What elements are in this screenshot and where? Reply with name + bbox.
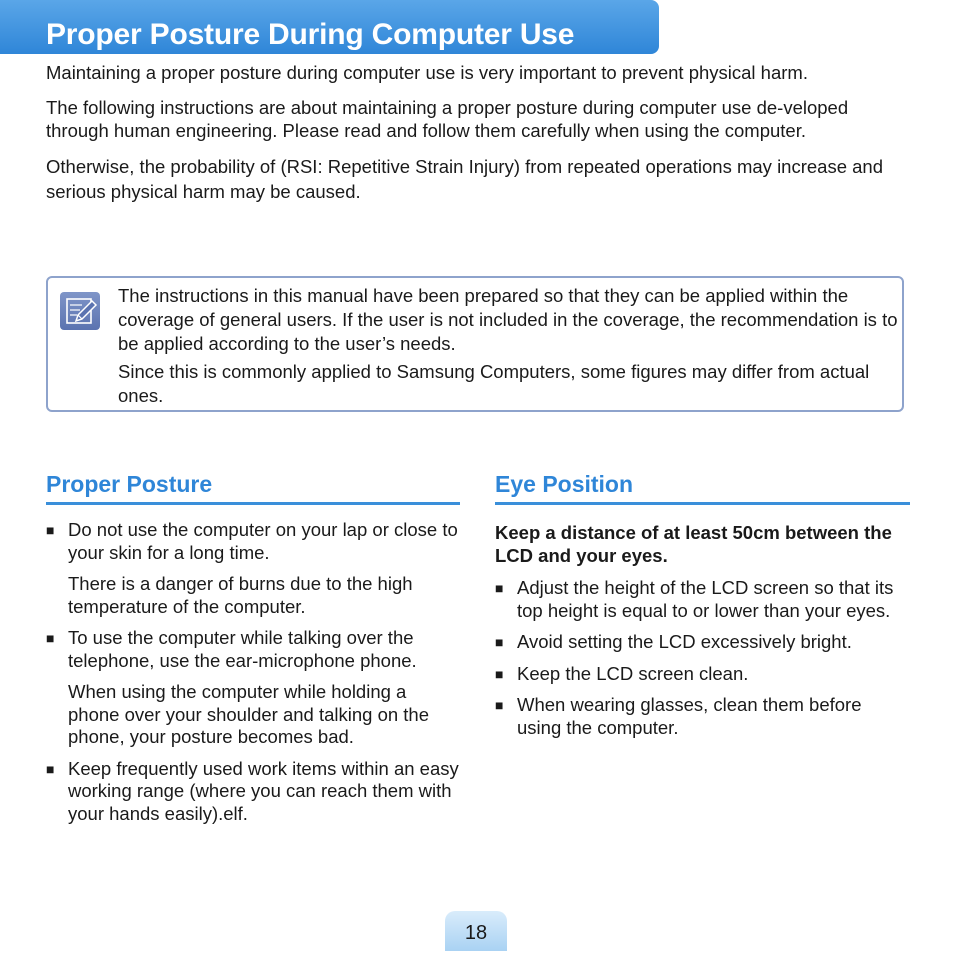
page-title: Proper Posture During Computer Use [46,18,575,51]
note-box [46,276,904,412]
bullet-icon: ■ [46,522,55,538]
eye-position-list [495,577,910,739]
memo-pencil-icon [60,292,100,330]
eye-position-subheading: Keep a distance of at least 50cm between the LCD and your eyes. [495,522,892,566]
page-number: 18 [445,911,507,951]
intro-paragraph-1: Maintaining a proper posture during computer use is very important to prevent physical harm. [46,62,808,83]
eye-position-heading: Eye Position [495,468,910,505]
list-item [495,694,910,739]
note-text [118,284,898,412]
bullet-icon: ■ [495,580,504,596]
list-item [495,663,910,686]
bullet-icon: ■ [495,697,504,713]
list-item-subtext: There is a danger of burns due to the high temperature of the computer. [68,573,413,617]
list-item [495,577,910,622]
list-item-subtext: When using the computer while holding a phone over your shoulder and talking on the phone, your posture becomes bad. [68,681,430,747]
list-item-text: Keep the LCD screen clean. [517,662,749,684]
bullet-icon: ■ [46,760,55,777]
list-item-text: Adjust the height of the LCD screen so that its top height is equal to or lower than your eyes. [517,577,894,621]
bullet-icon: ■ [46,630,55,646]
list-item [495,631,910,654]
proper-posture-heading: Proper Posture [46,468,460,505]
list-item [46,519,460,618]
list-item-text: Do not use the computer on your lap or close to your skin for a long time. [68,519,458,563]
bullet-icon: ■ [495,665,504,682]
note-paragraph-2: Since this is commonly applied to Samsung Computers, some figures may differ from actual ones. [118,361,870,406]
list-item [46,758,460,826]
list-item-text: Avoid setting the LCD excessively bright. [517,631,852,652]
intro-paragraph-3: Otherwise, the probability of (RSI: Repetitive Strain Injury) from repeated operations may increase and serious physical harm may be caused. [46,156,884,202]
list-item [46,627,460,749]
bullet-icon: ■ [495,634,504,650]
proper-posture-list [46,519,460,825]
intro-section [46,61,916,216]
title-bar [0,0,659,54]
note-paragraph-1: The instructions in this manual have been prepared so that they can be applied within the coverage of general users. If the user is not included in the coverage, the recommendation is to be applied according to the user’s needs. [118,285,898,354]
eye-position-section [495,468,910,748]
list-item-text: Keep frequently used work items within an easy working range (where you can reach them with your hands easily).elf. [68,757,459,824]
proper-posture-section [46,468,460,834]
list-item-text: When wearing glasses, clean them before using the computer. [517,694,862,738]
intro-paragraph-2: The following instructions are about maintaining a proper posture during computer use de-veloped through human engineering. Please read and follow them carefully when using the computer. [46,97,849,141]
list-item-text: To use the computer while talking over the telephone, use the ear-microphone phone. [68,627,417,671]
